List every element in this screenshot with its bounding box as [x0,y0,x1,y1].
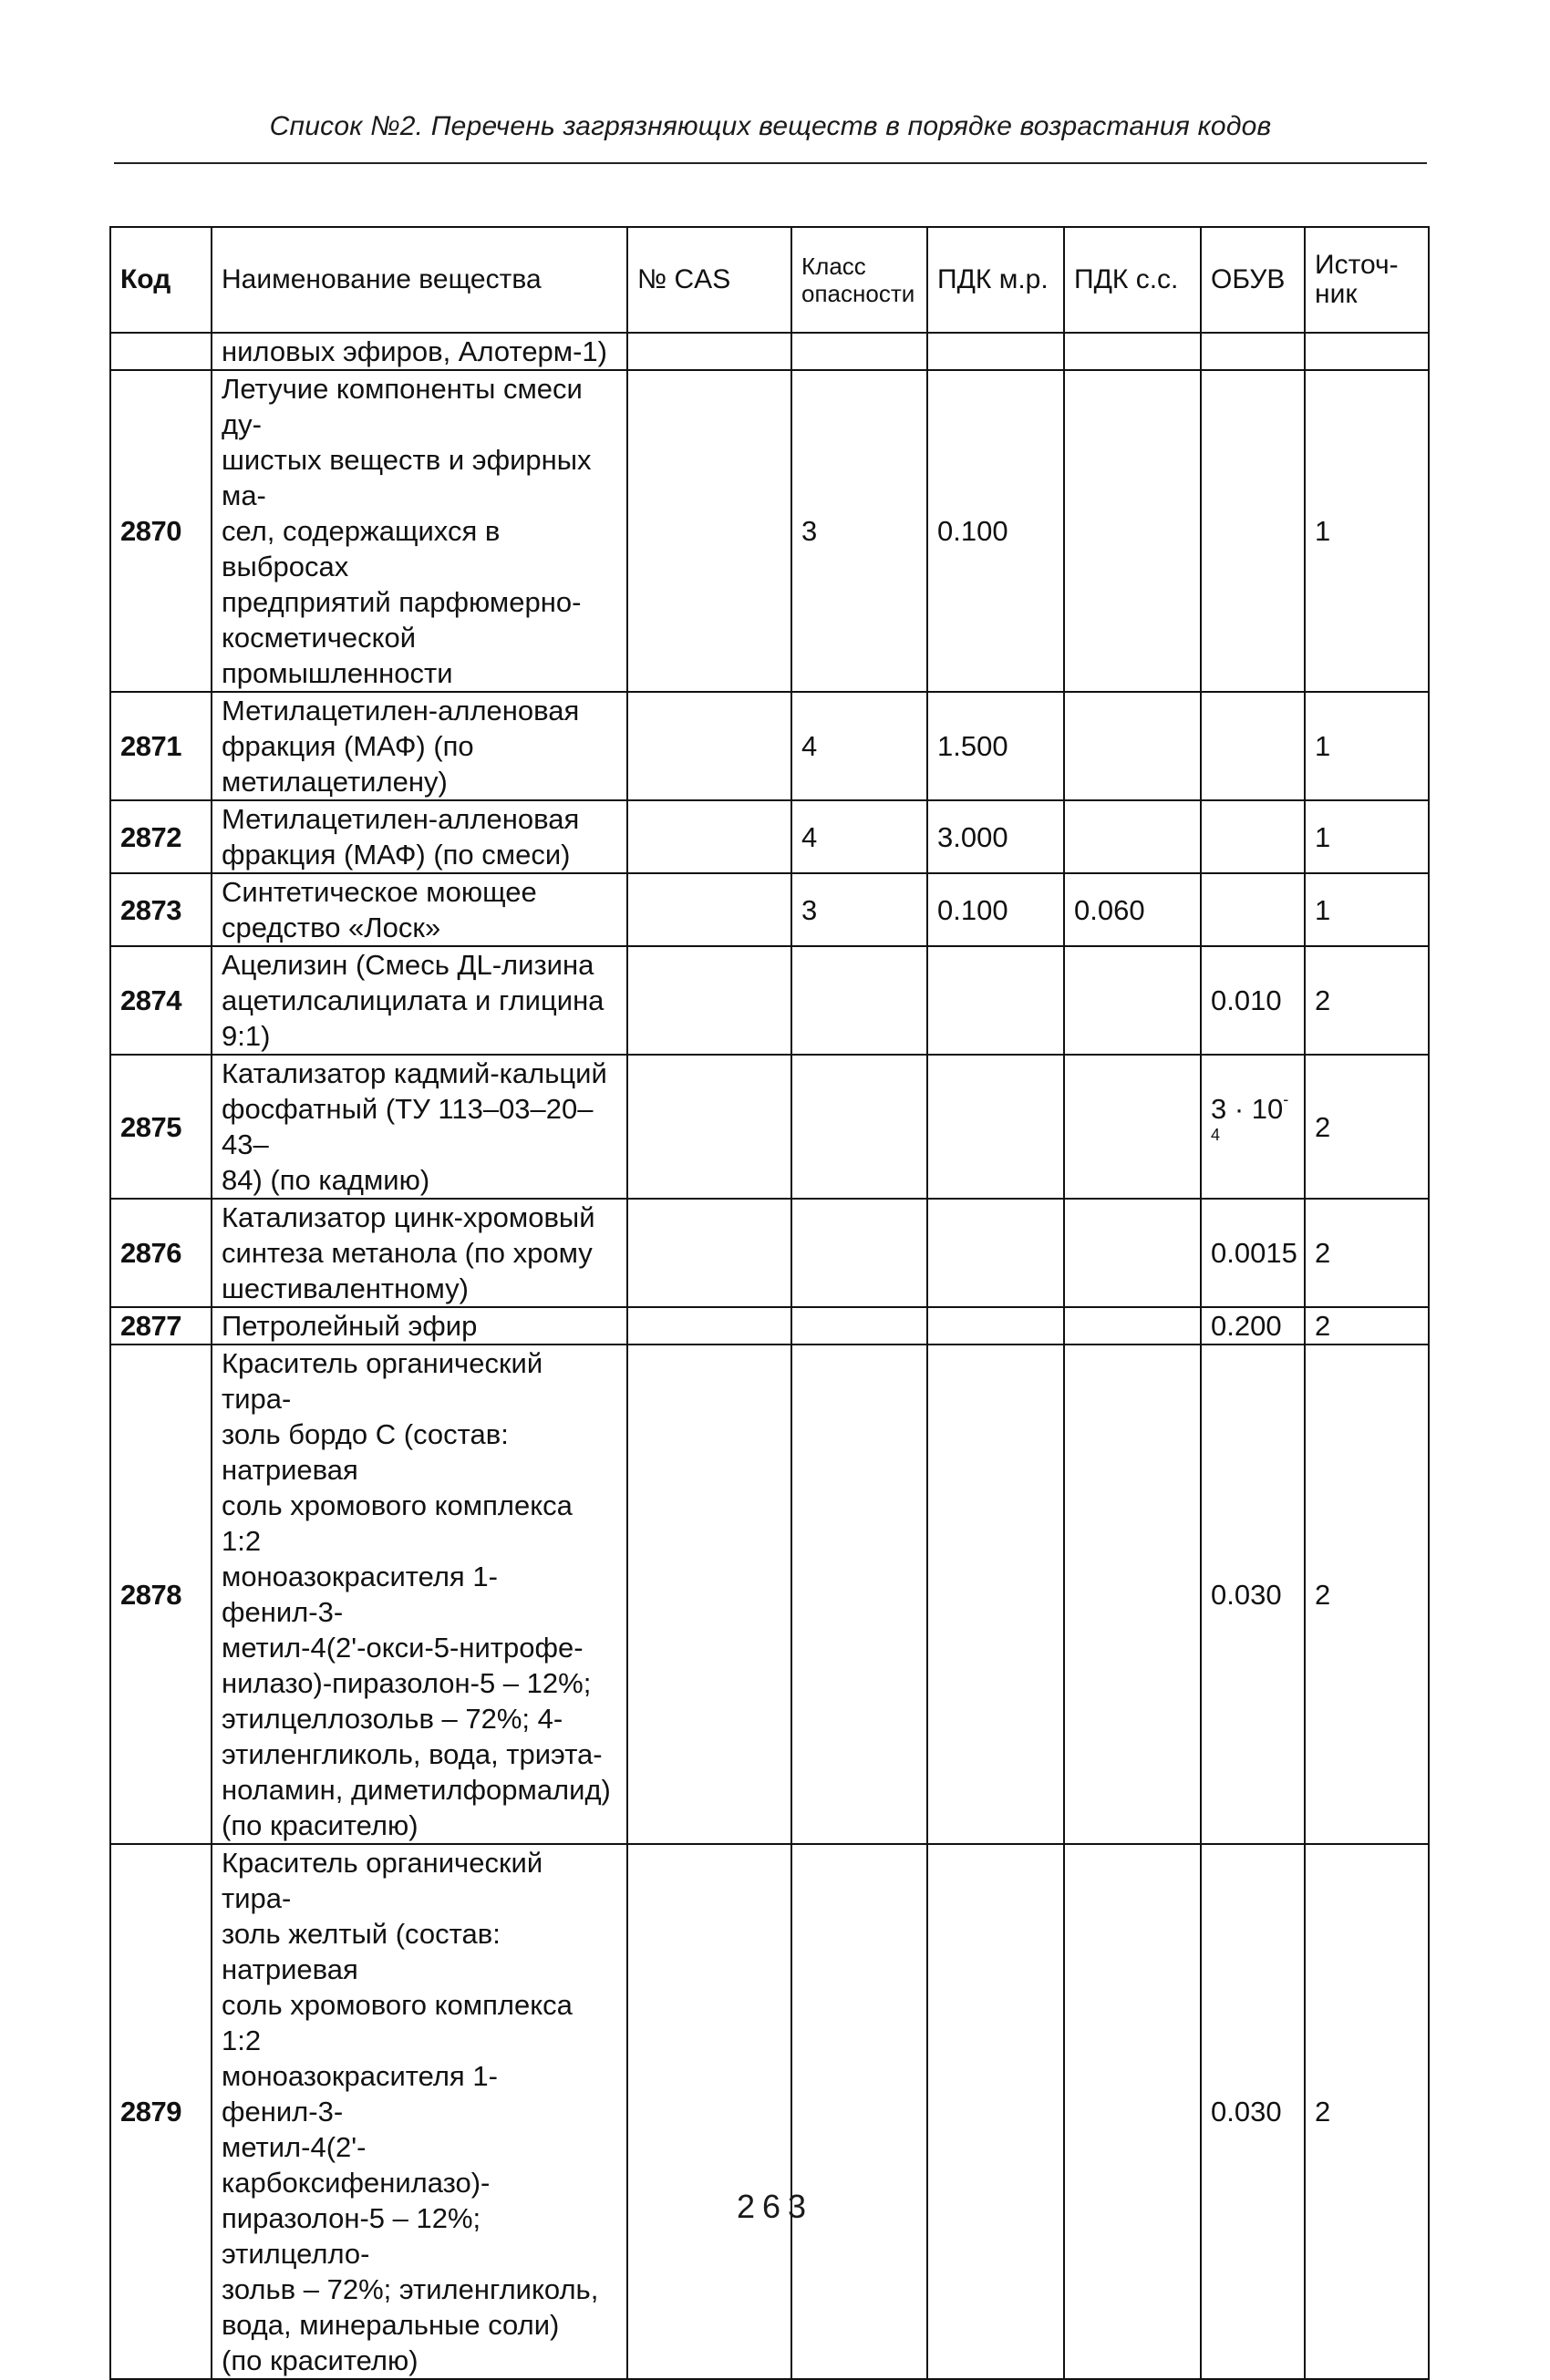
cell-pdk-mr: 1.500 [927,692,1064,800]
table-row [110,692,1429,800]
table-row [110,333,1429,370]
table-row [110,1844,1429,2379]
cell-source: 2 [1305,1345,1429,1844]
cell-hazard-class [791,946,927,1055]
substances-table [109,226,1430,2380]
cell-pdk-mr [927,333,1064,370]
cell-name: Краситель органический тира- золь желтый (состав: натриевая соль хромового комплекса 1:2 моноазокрасителя 1-фенил-3- метил-4(2'-карбоксифенилазо)- пиразолон-5 – 12%; этилцелло- зольв – 72%; этиленгликоль, вода, минеральные соли) (по красителю) [212,1844,627,2379]
cell-hazard-class: 4 [791,800,927,873]
cell-pdk-ss [1064,370,1201,692]
cell-name: Метилацетилен-алленовая фракция (МАФ) (по смеси) [212,800,627,873]
col-header-pdk-mr: ПДК м.р. [927,227,1064,333]
cell-code: 2870 [110,370,212,692]
col-header-source: Источ- ник [1305,227,1429,333]
cell-obuv [1201,873,1305,946]
obuv-exponent: -4 [1211,1089,1289,1144]
cell-hazard-class [791,1199,927,1307]
cell-cas [627,946,791,1055]
cell-cas [627,370,791,692]
page-number: 263 [736,2188,814,2225]
cell-hazard-class: 3 [791,370,927,692]
cell-name: Катализатор цинк-хромовый синтеза метанола (по хрому шестивалентному) [212,1199,627,1307]
cell-hazard-class: 4 [791,692,927,800]
cell-name: Метилацетилен-алленовая фракция (МАФ) (по метилацетилену) [212,692,627,800]
cell-cas [627,1844,791,2379]
cell-hazard-class [791,1307,927,1345]
cell-name: Ацелизин (Смесь ДL-лизина ацетилсалицилата и глицина 9:1) [212,946,627,1055]
cell-source: 1 [1305,370,1429,692]
cell-pdk-mr [927,946,1064,1055]
cell-name: Петролейный эфир [212,1307,627,1345]
cell-cas [627,1199,791,1307]
cell-hazard-class [791,1844,927,2379]
cell-source: 2 [1305,1844,1429,2379]
cell-obuv: 0.200 [1201,1307,1305,1345]
cell-pdk-mr: 0.100 [927,370,1064,692]
table-header-row [110,227,1429,333]
cell-obuv [1201,1055,1305,1199]
cell-pdk-mr [927,1307,1064,1345]
col-header-name: Наименование вещества [212,227,627,333]
cell-pdk-ss [1064,692,1201,800]
cell-source: 1 [1305,873,1429,946]
cell-code: 2874 [110,946,212,1055]
cell-pdk-mr [927,1055,1064,1199]
cell-pdk-ss [1064,800,1201,873]
cell-name: Синтетическое моющее средство «Лоск» [212,873,627,946]
cell-cas [627,1055,791,1199]
cell-code: 2876 [110,1199,212,1307]
table-row [110,370,1429,692]
cell-obuv: 0.0015 [1201,1199,1305,1307]
cell-obuv: 0.030 [1201,1345,1305,1844]
table-row [110,1307,1429,1345]
cell-code: 2872 [110,800,212,873]
cell-cas [627,1345,791,1844]
cell-hazard-class [791,333,927,370]
cell-pdk-ss: 0.060 [1064,873,1201,946]
cell-obuv [1201,692,1305,800]
cell-pdk-mr [927,1199,1064,1307]
table-row [110,800,1429,873]
header-divider [114,162,1427,164]
cell-hazard-class: 3 [791,873,927,946]
cell-code: 2878 [110,1345,212,1844]
cell-pdk-mr: 3.000 [927,800,1064,873]
cell-cas [627,1307,791,1345]
col-header-hazard-class: Класс опасности [791,227,927,333]
cell-source: 2 [1305,946,1429,1055]
cell-source: 2 [1305,1055,1429,1199]
table-row [110,946,1429,1055]
table-row [110,1345,1429,1844]
cell-pdk-ss [1064,1345,1201,1844]
cell-source: 2 [1305,1199,1429,1307]
cell-source: 1 [1305,800,1429,873]
cell-obuv [1201,800,1305,873]
cell-pdk-ss [1064,1055,1201,1199]
table-row [110,1199,1429,1307]
cell-pdk-ss [1064,333,1201,370]
cell-pdk-mr [927,1844,1064,2379]
cell-obuv: 0.030 [1201,1844,1305,2379]
col-header-cas: № CAS [627,227,791,333]
cell-name: ниловых эфиров, Алотерм-1) [212,333,627,370]
cell-obuv: 0.010 [1201,946,1305,1055]
col-header-pdk-ss: ПДК с.с. [1064,227,1201,333]
col-header-code: Код [110,227,212,333]
cell-name: Катализатор кадмий-кальций фосфатный (ТУ 113–03–20–43– 84) (по кадмию) [212,1055,627,1199]
cell-source: 1 [1305,692,1429,800]
cell-pdk-mr [927,1345,1064,1844]
cell-obuv [1201,333,1305,370]
cell-name: Краситель органический тира- золь бордо С (состав: натриевая соль хромового комплекса 1:2 моноазокрасителя 1-фенил-3- метил-4(2'-окси-5-нитрофе- нилазо)-пиразолон-5 – 12%; этилцеллозольв – 72%; 4- этиленгликоль, вода, триэта- ноламин, диметилформалид) (по красителю) [212,1345,627,1844]
cell-source [1305,333,1429,370]
cell-source: 2 [1305,1307,1429,1345]
cell-code: 2877 [110,1307,212,1345]
cell-pdk-ss [1064,1199,1201,1307]
cell-cas [627,333,791,370]
cell-name: Летучие компоненты смеси ду- шистых веществ и эфирных ма- сел, содержащихся в выбросах предприятий парфюмерно- косметической промышленности [212,370,627,692]
cell-obuv [1201,370,1305,692]
cell-pdk-mr: 0.100 [927,873,1064,946]
cell-pdk-ss [1064,1844,1201,2379]
col-header-obuv: ОБУВ [1201,227,1305,333]
cell-pdk-ss [1064,1307,1201,1345]
obuv-mantissa: 3 · 10 [1211,1093,1284,1125]
cell-hazard-class [791,1055,927,1199]
cell-code: 2875 [110,1055,212,1199]
cell-cas [627,692,791,800]
cell-cas [627,873,791,946]
cell-code [110,333,212,370]
page-title: Список №2. Перечень загрязняющих веществ в порядке возрастания кодов [269,111,1272,141]
cell-code: 2873 [110,873,212,946]
cell-code: 2879 [110,1844,212,2379]
table-row [110,873,1429,946]
table-row [110,1055,1429,1199]
cell-cas [627,800,791,873]
cell-hazard-class [791,1345,927,1844]
cell-code: 2871 [110,692,212,800]
cell-pdk-ss [1064,946,1201,1055]
